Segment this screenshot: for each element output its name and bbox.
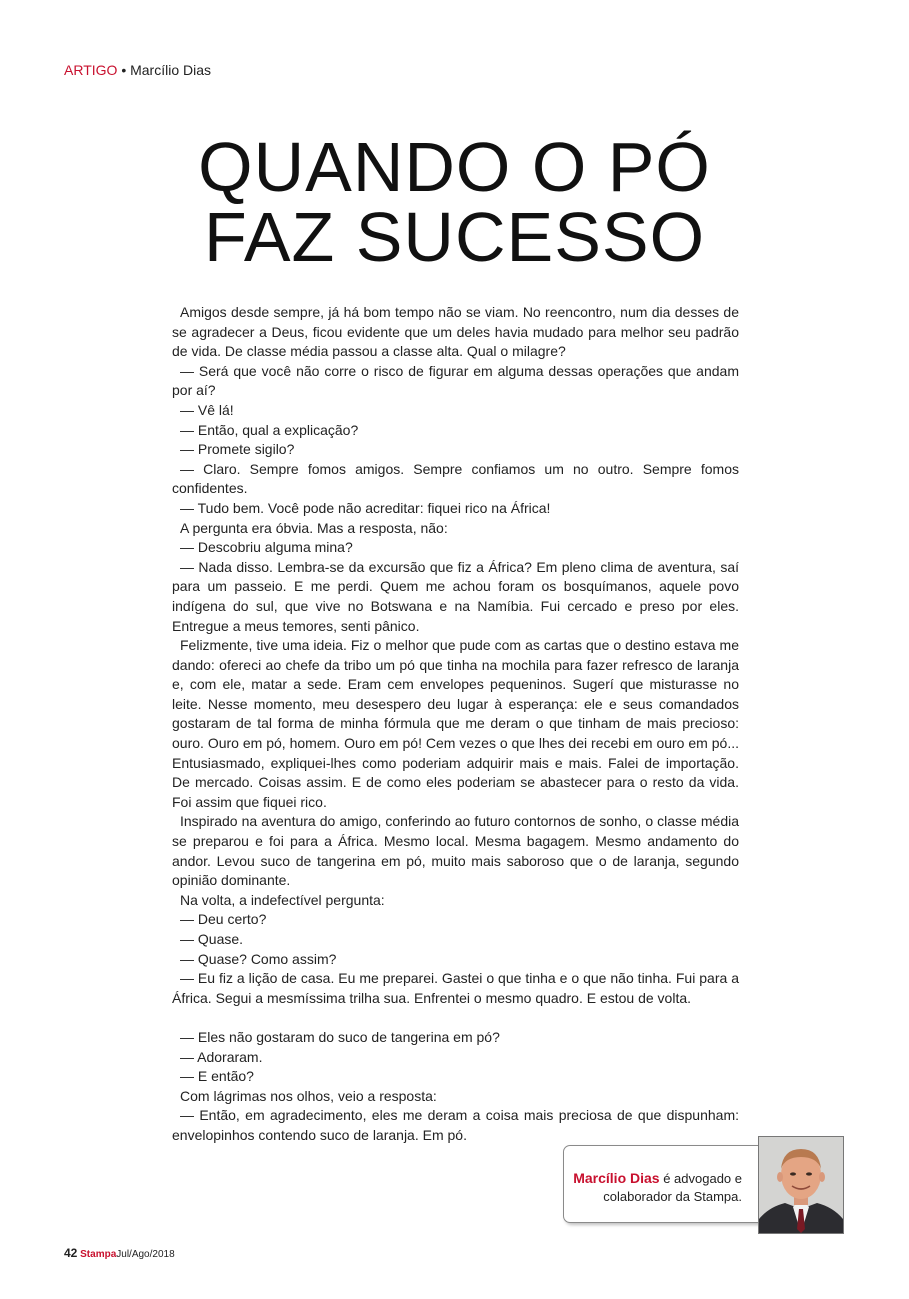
author-photo [758, 1136, 844, 1234]
section-header [64, 62, 211, 78]
paragraph: — Então, qual a explicação? [180, 421, 359, 438]
paragraph: Com lágrimas nos olhos, veio a resposta: [180, 1087, 437, 1104]
author-bio-box [563, 1145, 785, 1223]
author-bio [572, 1169, 742, 1206]
page-footer [64, 1246, 175, 1260]
paragraph: — Quase. [180, 931, 244, 947]
paragraph: — Quase? Como assim? [180, 950, 337, 967]
author-portrait-image [759, 1137, 843, 1233]
paragraph: — Eu fiz a lição de casa. Eu me preparei. Gastei o que tinha e o que não tinha. Fui para a África. Segui a mesmíssima trilha sua. Enfrentei o mesmo quadro. E estou de volta. [172, 970, 739, 1006]
bio-text-line-1: é advogado e [659, 1171, 742, 1186]
title-line-2: FAZ SUCESSO [203, 198, 706, 276]
header-separator: • [121, 62, 127, 78]
paragraph: — Eles não gostaram do suco de tangerina em pó? [180, 1028, 500, 1045]
article-title [0, 128, 909, 276]
paragraph: — Descobriu alguma mina? [180, 539, 353, 556]
paragraph: — Então, em agradecimento, eles me deram a coisa mais preciosa de que dispunham: envelopinhos contendo suco de laranja. Em pó. [172, 1107, 739, 1143]
bio-author-name: Marcílio Dias [573, 1170, 660, 1186]
magazine-brand: Stampa [80, 1249, 117, 1260]
title-line-1: QUANDO O PÓ [198, 128, 711, 206]
paragraph: — Tudo bem. Você pode não acreditar: fiquei rico na África! [180, 499, 551, 516]
bio-text-line-2: colaborador da Stampa. [603, 1189, 742, 1204]
article-body [172, 303, 739, 1146]
header-author: Marcílio Dias [130, 62, 212, 78]
paragraph: Felizmente, tive uma ideia. Fiz o melhor que pude com as cartas que o destino estava me dando: ofereci ao chefe da tribo um pó que tinha na mochila para fazer refresco de laranja e, com ele, matar a sede. Eram cem envelopes pequeninos. Sugerí que misturasse no leite. Nesse momento, meu desespero deu lugar à esperança: ele e seus comandados gostaram de tal forma de minha fórmula que me deram o que tinham de mais precioso: ouro. Ouro em pó, homem. Ouro em pó! Cem vezes o que lhes dei recebi em ouro em pó... Entusiasmado, expliquei-lhes como poderiam adquirir mais e mais. Falei de importação. De mercado. Coisas assim. E de como eles poderiam se abastecer para o resto da vida. Foi assim que fiquei rico. [172, 637, 739, 810]
issue-date: Jul/Ago/2018 [116, 1249, 175, 1260]
paragraph: Amigos desde sempre, já há bom tempo não se viam. No reencontro, num dia desses de se agradecer a Deus, ficou evidente que um deles havia mudado para melhor seu padrão de vida. De classe média passou a classe alta. Qual o milagre? [172, 304, 739, 360]
paragraph: Na volta, a indefectível pergunta: [180, 891, 385, 908]
paragraph: — E então? [180, 1068, 254, 1085]
section-label: ARTIGO [64, 62, 118, 78]
paragraph: — Vê lá! [180, 401, 234, 418]
paragraph: — Será que você não corre o risco de figurar em alguma dessas operações que andam por aí? [172, 362, 739, 399]
page-number: 42 [64, 1246, 78, 1260]
paragraph: A pergunta era óbvia. Mas a resposta, não: [180, 519, 448, 536]
paragraph: Inspirado na aventura do amigo, conferindo ao futuro contornos de sonho, o classe média se preparou e foi para a África. Mesmo local. Mesma bagagem. Mesmo andamento do andor. Levou suco de tangerina em pó, muito mais saboroso que o de laranja, segundo opinião dominante. [172, 813, 739, 889]
paragraph: — Promete sigilo? [180, 441, 295, 458]
paragraph: — Adoraram. [180, 1048, 263, 1065]
paragraph: — Nada disso. Lembra-se da excursão que fiz a África? Em pleno clima de aventura, saí para um passeio. E me perdi. Quem me achou foram os bosquímanos, aquele povo indígena do sul, que vive no Botswana e na Namíbia. Fui cercado e preso por eles. Entregue a meus temores, senti pânico. [172, 558, 739, 634]
paragraph: — Claro. Sempre fomos amigos. Sempre confiamos um no outro. Sempre fomos confidentes. [172, 460, 739, 497]
paragraph: — Deu certo? [180, 911, 267, 928]
